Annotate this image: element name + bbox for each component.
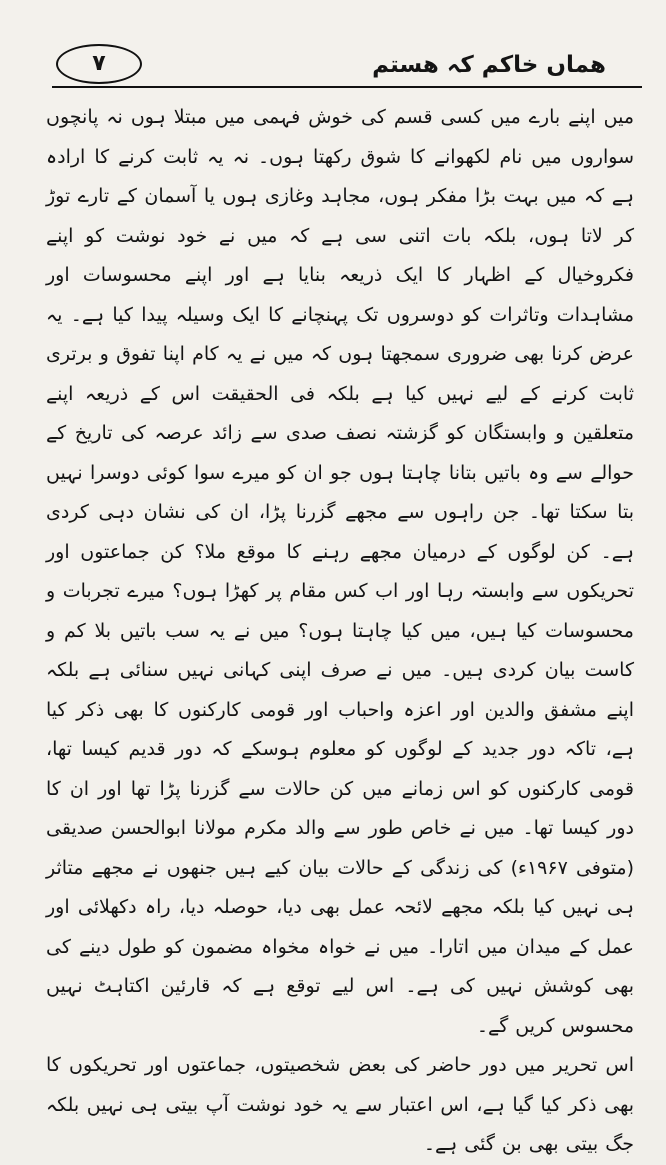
- page-number-oval: [56, 44, 142, 84]
- running-title: ھماں خاکم کہ ھستم: [372, 52, 606, 78]
- body-paragraph-1: میں اپنے بارے میں کسی قسم کی خوش فہمی میں مبتلا ہوں نہ پانچوں سواروں میں نام لکھوانے کا شوق رکھتا ہوں۔ نہ یہ ثابت کرنے کا ارادہ ہے کہ میں بہت بڑا مفکر ہوں، مجاہد وغازی ہوں یا آسمان کے تارے توڑ کر لاتا ہوں، بلکہ بات اتنی سی ہے کہ میں نے خود نوشت کو اپنے فکروخیال کے اظہار کا ایک ذریعہ بنایا ہے اور اپنے محسوسات اور مشاہدات وتاثرات کو دوسروں تک پہنچانے کا ایک وسیلہ پیدا کیا ہے۔ یہ عرض کرنا بھی ضروری سمجھتا ہوں کہ میں نے یہ کام اپنا تفوق و برتری ثابت کرنے کے لیے نہیں کیا ہے بلکہ فی الحقیقت اس کے ذریعہ اپنے متعلقین و وابستگان کو گزشتہ نصف صدی سے زائد عرصہ کی تاریخ کے حوالے سے وہ باتیں بتانا چاہتا ہوں جو ان کو میرے سوا کوئی دوسرا نہیں بتا سکتا تھا۔ جن راہوں سے مجھے گزرنا پڑا، ان کی نشان دہی کردی ہے۔ کن لوگوں کے درمیان مجھے رہنے کا موقع ملا؟ کن جماعتوں اور تحریکوں سے وابستہ رہا اور اب کس مقام پر کھڑا ہوں؟ میرے تجربات و محسوسات کیا ہیں، میں کیا چاہتا ہوں؟ میں نے یہ سب باتیں بلا کم و کاست بیان کردی ہیں۔ میں نے صرف اپنی کہانی نہیں سنائی ہے بلکہ اپنے مشفق والدین اور اعزہ واحباب اور قومی کارکنوں کا بھی ذکر کیا ہے، تاکہ دور جدید کے لوگوں کو معلوم ہوسکے کہ دور قدیم کیسا تھا، قومی کارکنوں کو اس زمانے میں کن حالات سے گزرنا پڑا تھا اور ان کا دور کیسا تھا۔ میں نے خاص طور سے والد مکرم مولانا ابوالحسن صدیقی (متوفی ۱۹۶۷ء) کی زندگی کے حالات بیان کیے ہیں جنھوں نے مجھے متاثر ہی نہیں کیا بلکہ مجھے لائحہ عمل بھی دیا، حوصلہ دیا، راہ دکھلائی اور عمل کے میدان میں اتارا۔ میں نے خواہ مخواہ مضمون کو طول دینے کی بھی کوشش نہیں کی ہے۔ اس لیے توقع ہے کہ قارئین اکتاہٹ نہیں محسوس کریں گے۔: [46, 106, 634, 1037]
- page-body: [46, 98, 634, 1165]
- page-number: ۷: [92, 51, 106, 76]
- header-rule: [52, 86, 642, 88]
- body-paragraph-2: اس تحریر میں دور حاضر کی بعض شخصیتوں، جماعتوں اور تحریکوں کا بھی ذکر کیا گیا ہے، اس اعتبار سے یہ خود نوشت آپ بیتی ہی نہیں بلکہ جگ بیتی بھی بن گئی ہے۔: [46, 1054, 634, 1155]
- page-header: [30, 30, 642, 92]
